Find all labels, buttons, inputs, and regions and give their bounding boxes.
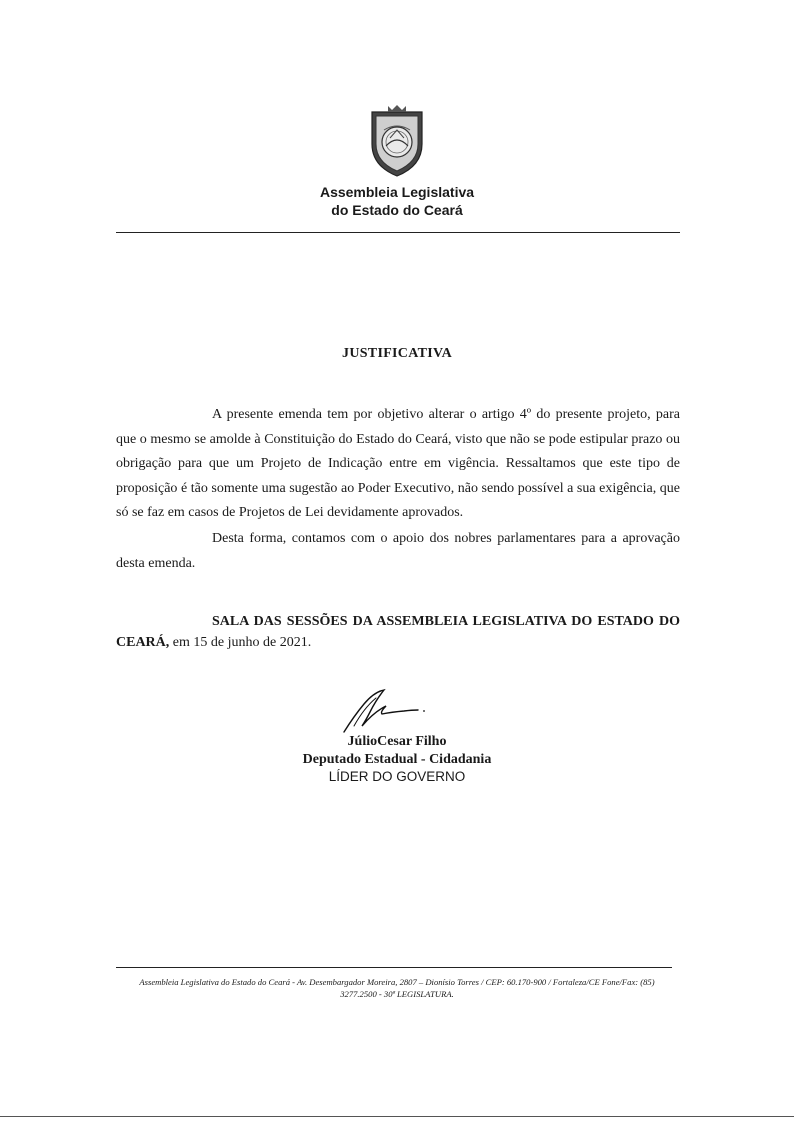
signatory-name: JúlioCesar Filho [347,734,447,749]
justification-paragraph-1: A presente emenda tem por objetivo alterar o artigo 4º do presente projeto, para que o mesmo se amolde à Constituição do Estado do Ceará, visto que não se pode estipular prazo ou obrigação para que um Projeto de Indicação entre em vigência. Ressaltamos que este tipo de proposição é tão somente uma sugestão ao Poder Executivo, não sendo possível a sua exigência, que só se faz em casos de Projetos de Lei devidamente aprovados. [116,407,680,520]
closing-session-hall: SALA DAS SESSÕES DA ASSEMBLEIA LEGISLATIVA DO ESTADO DO CEARÁ, [116,614,680,650]
organization-name-line1: Assembleia Legislativa [319,184,475,200]
page-bottom-edge [0,1116,794,1117]
footer-address-line1: Assembleia Legislativa do Estado do Ceará - Av. Desembargador Moreira, 2807 – Dionísio Torres / CEP: 60.170-900 / Fortaleza/CE Fone/Fax: (85) [139,977,655,987]
document-title: JUSTIFICATIVA [342,346,452,361]
footer-divider [116,967,672,968]
footer-address [110,976,684,1000]
justification-paragraph-2: Desta forma, contamos com o apoio dos nobres parlamentares para a aprovação desta emenda. [116,531,680,571]
footer-address-line2: 3277.2500 - 30ª LEGISLATURA. [340,989,454,999]
signatory-title: LÍDER DO GOVERNO [328,769,466,784]
organization-name-line2: do Estado do Ceará [331,202,463,218]
closing-date: em 15 de junho de 2021. [169,635,312,650]
header-divider [116,232,680,233]
signatory-role: Deputado Estadual - Cidadania [302,752,492,767]
closing-statement [116,611,680,653]
coat-of-arms-seal [366,104,428,180]
handwritten-signature [340,686,440,734]
